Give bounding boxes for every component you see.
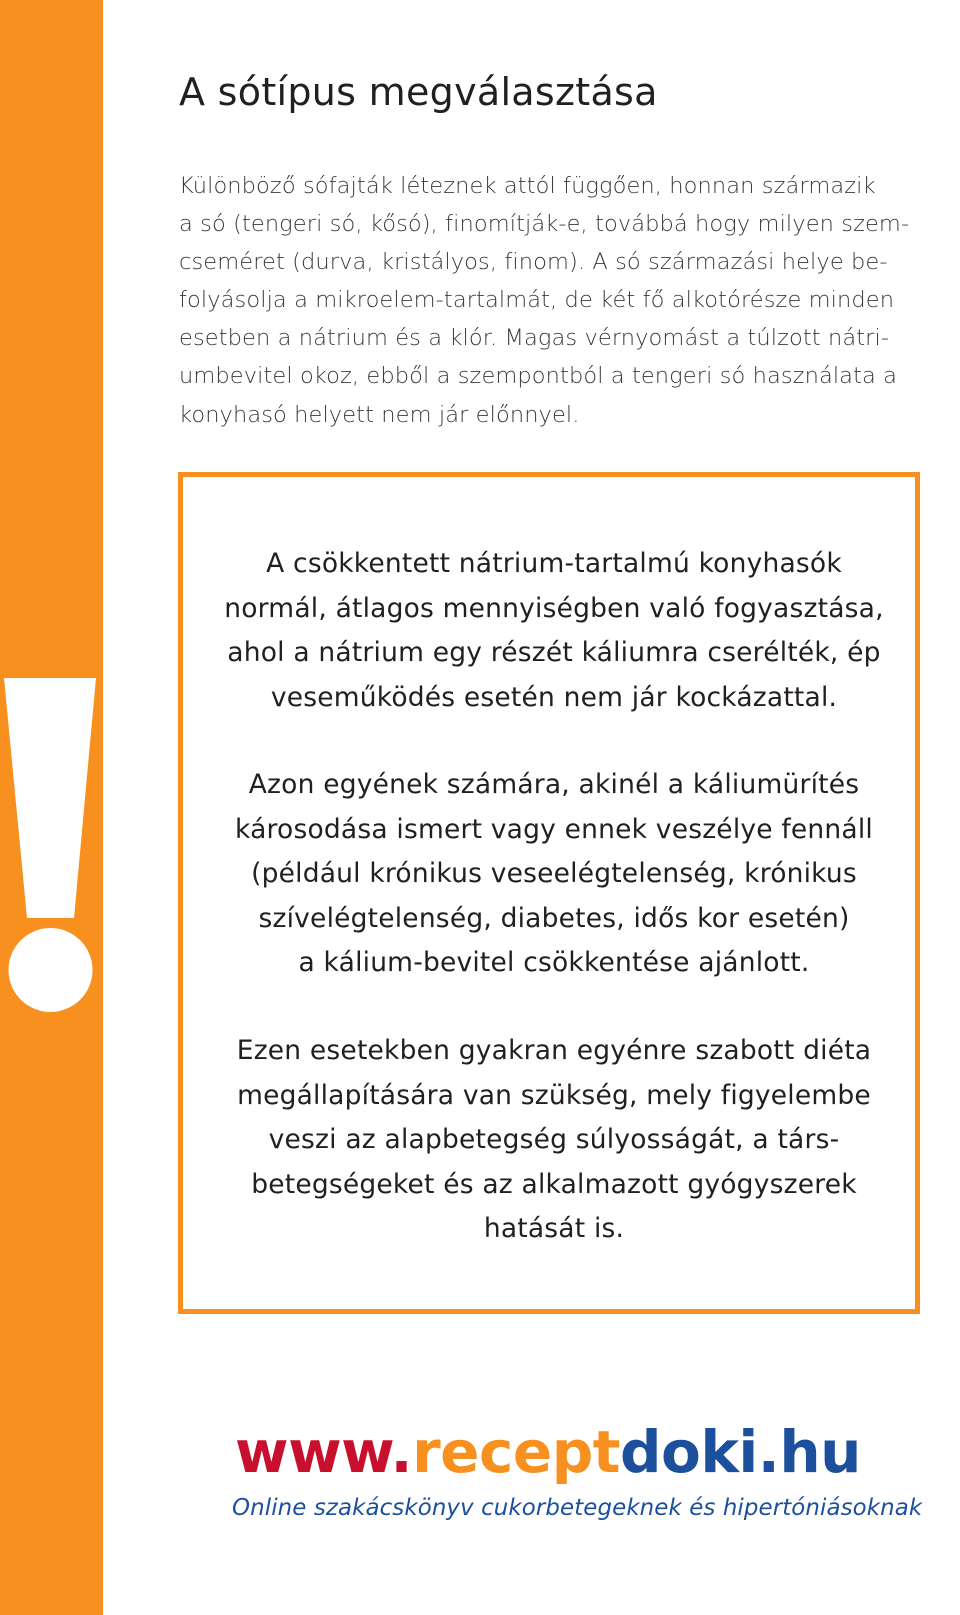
- intro-line: a só (tengeri só, kősó), finomítják-e, továbbá hogy milyen szem-: [179, 211, 910, 238]
- logo-www: www.: [235, 1418, 413, 1486]
- notice-line: veszi az alapbetegség súlyosságát, a társ-: [268, 1124, 840, 1155]
- notice-line: betegségeket és az alkalmazott gyógyszerek: [251, 1168, 857, 1200]
- notice-line: hatását is.: [483, 1213, 625, 1244]
- notice-line: megállapítására van szükség, mely figyelembe: [237, 1079, 871, 1111]
- logo-recept: recept: [412, 1418, 620, 1486]
- site-tagline: Online szakácskönyv cukorbetegeknek és hipertóniásoknak: [232, 1495, 923, 1521]
- intro-line: konyhasó helyett nem jár előnnyel.: [179, 401, 580, 428]
- intro-line: umbevitel okoz, ebből a szempontból a tengeri só használata a: [179, 363, 898, 390]
- page-title: A sótípus megválasztása: [179, 70, 658, 114]
- intro-paragraph: [179, 167, 939, 434]
- site-logo[interactable]: [235, 1412, 861, 1492]
- logo-doki: doki.hu: [619, 1418, 861, 1486]
- intro-line: cseméret (durva, kristályos, finom). A só származási helye be-: [179, 249, 888, 276]
- notice-line: ahol a nátrium egy részét káliumra cserélték, ép: [227, 637, 881, 668]
- notice-line: A csökkentett nátrium-tartalmú konyhasók: [266, 548, 842, 579]
- intro-line: Különböző sófajták léteznek attól függően, honnan származik: [179, 173, 876, 199]
- notice-line: a kálium-bevitel csökkentése ajánlott.: [298, 947, 810, 978]
- notice-line: Ezen esetekben gyakran egyénre szabott diéta: [236, 1035, 872, 1066]
- notice-paragraph: [178, 1029, 930, 1252]
- intro-line: esetben a nátrium és a klór. Magas vérnyomást a túlzott nátri-: [179, 325, 890, 352]
- notice-line: szívelégtelenség, diabetes, idős kor esetén): [258, 902, 850, 934]
- exclamation-icon: [0, 0, 103, 1615]
- notice-line: Azon egyének számára, akinél a káliumürítés: [248, 769, 860, 800]
- notice-line: (például krónikus veseelégtelenség, krónikus: [251, 858, 857, 889]
- notice-line: veseműködés esetén nem jár kockázattal.: [270, 681, 838, 713]
- intro-line: folyásolja a mikroelem-tartalmát, de két fő alkotórésze minden: [179, 287, 895, 314]
- notice-line: károsodása ismert vagy ennek veszélye fennáll: [235, 813, 873, 845]
- notice-paragraph: [178, 763, 930, 986]
- notice-line: normál, átlagos mennyiségben való fogyasztása,: [224, 592, 884, 624]
- notice-paragraph: [178, 542, 930, 720]
